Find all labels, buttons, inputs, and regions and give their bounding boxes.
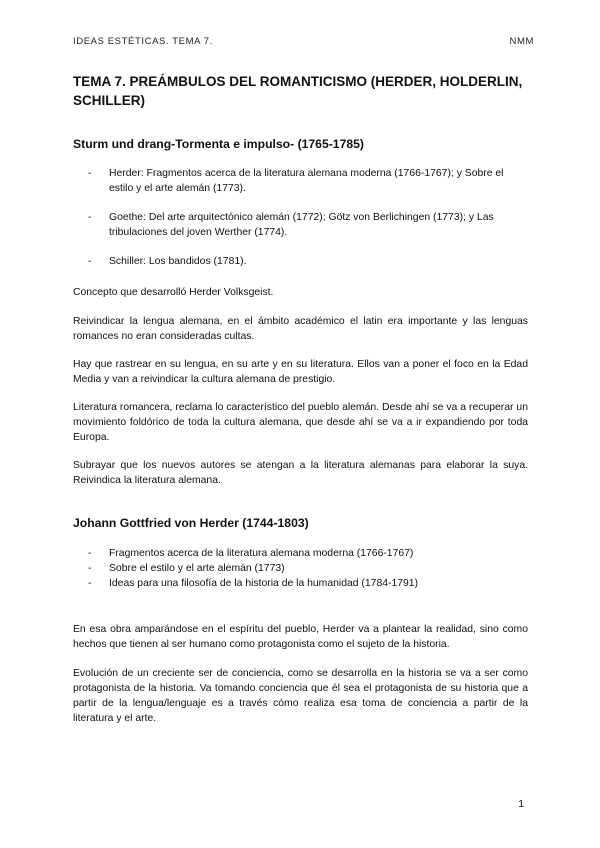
list-item: - Goethe: Del arte arquitectónico alemán (1772); Götz von Berlichingen (1773); y Las tribulaciones del joven Werther (1774).: [88, 212, 494, 238]
running-header-left: IDEAS ESTÉTICAS. TEMA 7.: [73, 36, 213, 47]
section-heading-herder: Johann Gottfried von Herder (1744-1803): [73, 516, 309, 530]
paragraph: Literatura romancera, reclama lo característico del pueblo alemán. Desde ahí se va a recuperar un movimiento foldórico de toda la cultura alemana, que desde ahí se va a ir expandiendo por toda Europa.: [73, 402, 528, 443]
herder-works-list: [88, 546, 528, 591]
page-number: 1: [518, 799, 524, 810]
list-item: - Herder: Fragmentos acerca de la literatura alemana moderna (1766-1767); y Sobre el estilo y el arte alemán (1773).: [88, 168, 504, 194]
paragraph: Reivindicar la lengua alemana, en el ámbito académico el latin era importante y las lenguas romances no eran consideradas cultas.: [73, 316, 528, 342]
list-item: - Sobre el estilo y el arte alemán (1773): [88, 563, 285, 574]
paragraph: Concepto que desarrolló Herder Volksgeist.: [73, 287, 274, 298]
running-header-right: NMM: [509, 36, 534, 47]
list-item: - Schiller: Los bandidos (1781).: [88, 256, 247, 267]
paragraph: En esa obra amparándose en el espíritu del pueblo, Herder va a plantear la realidad, sino como hechos que tienen al ser humano como protagonista como el sujeto de la historia.: [73, 624, 528, 650]
list-item: - Ideas para una filosofía de la historia de la humanidad (1784-1791): [88, 578, 419, 589]
paragraph: Hay que rastrear en su lengua, en su arte y en su literatura. Ellos van a poner el foco en la Edad Media y van a reivindicar la cultura alemana de prestigio.: [73, 359, 528, 385]
sturm-works-list: [88, 0, 528, 269]
list-item: - Fragmentos acerca de la literatura alemana moderna (1766-1767): [88, 548, 414, 559]
section-heading-sturm: Sturm und drang-Tormenta e impulso- (1765-1785): [73, 137, 364, 151]
document-title: TEMA 7. PREÁMBULOS DEL ROMANTICISMO (HERDER, HOLDERLIN, SCHILLER): [73, 74, 523, 108]
paragraph: Evolución de un creciente ser de conciencia, como se desarrolla en la historia se va a ser como protagonista de la historia. Va tomando conciencia que él sea el protagonista de su historia que a partir de la lengua/lenguaje es a través cómo realiza esa toma de conciencia a partir de la literatura y el arte.: [73, 668, 528, 724]
paragraph: Subrayar que los nuevos autores se atengan a la literatura alemanas para elaborar la suya. Reivindica la literatura alemana.: [73, 460, 528, 486]
